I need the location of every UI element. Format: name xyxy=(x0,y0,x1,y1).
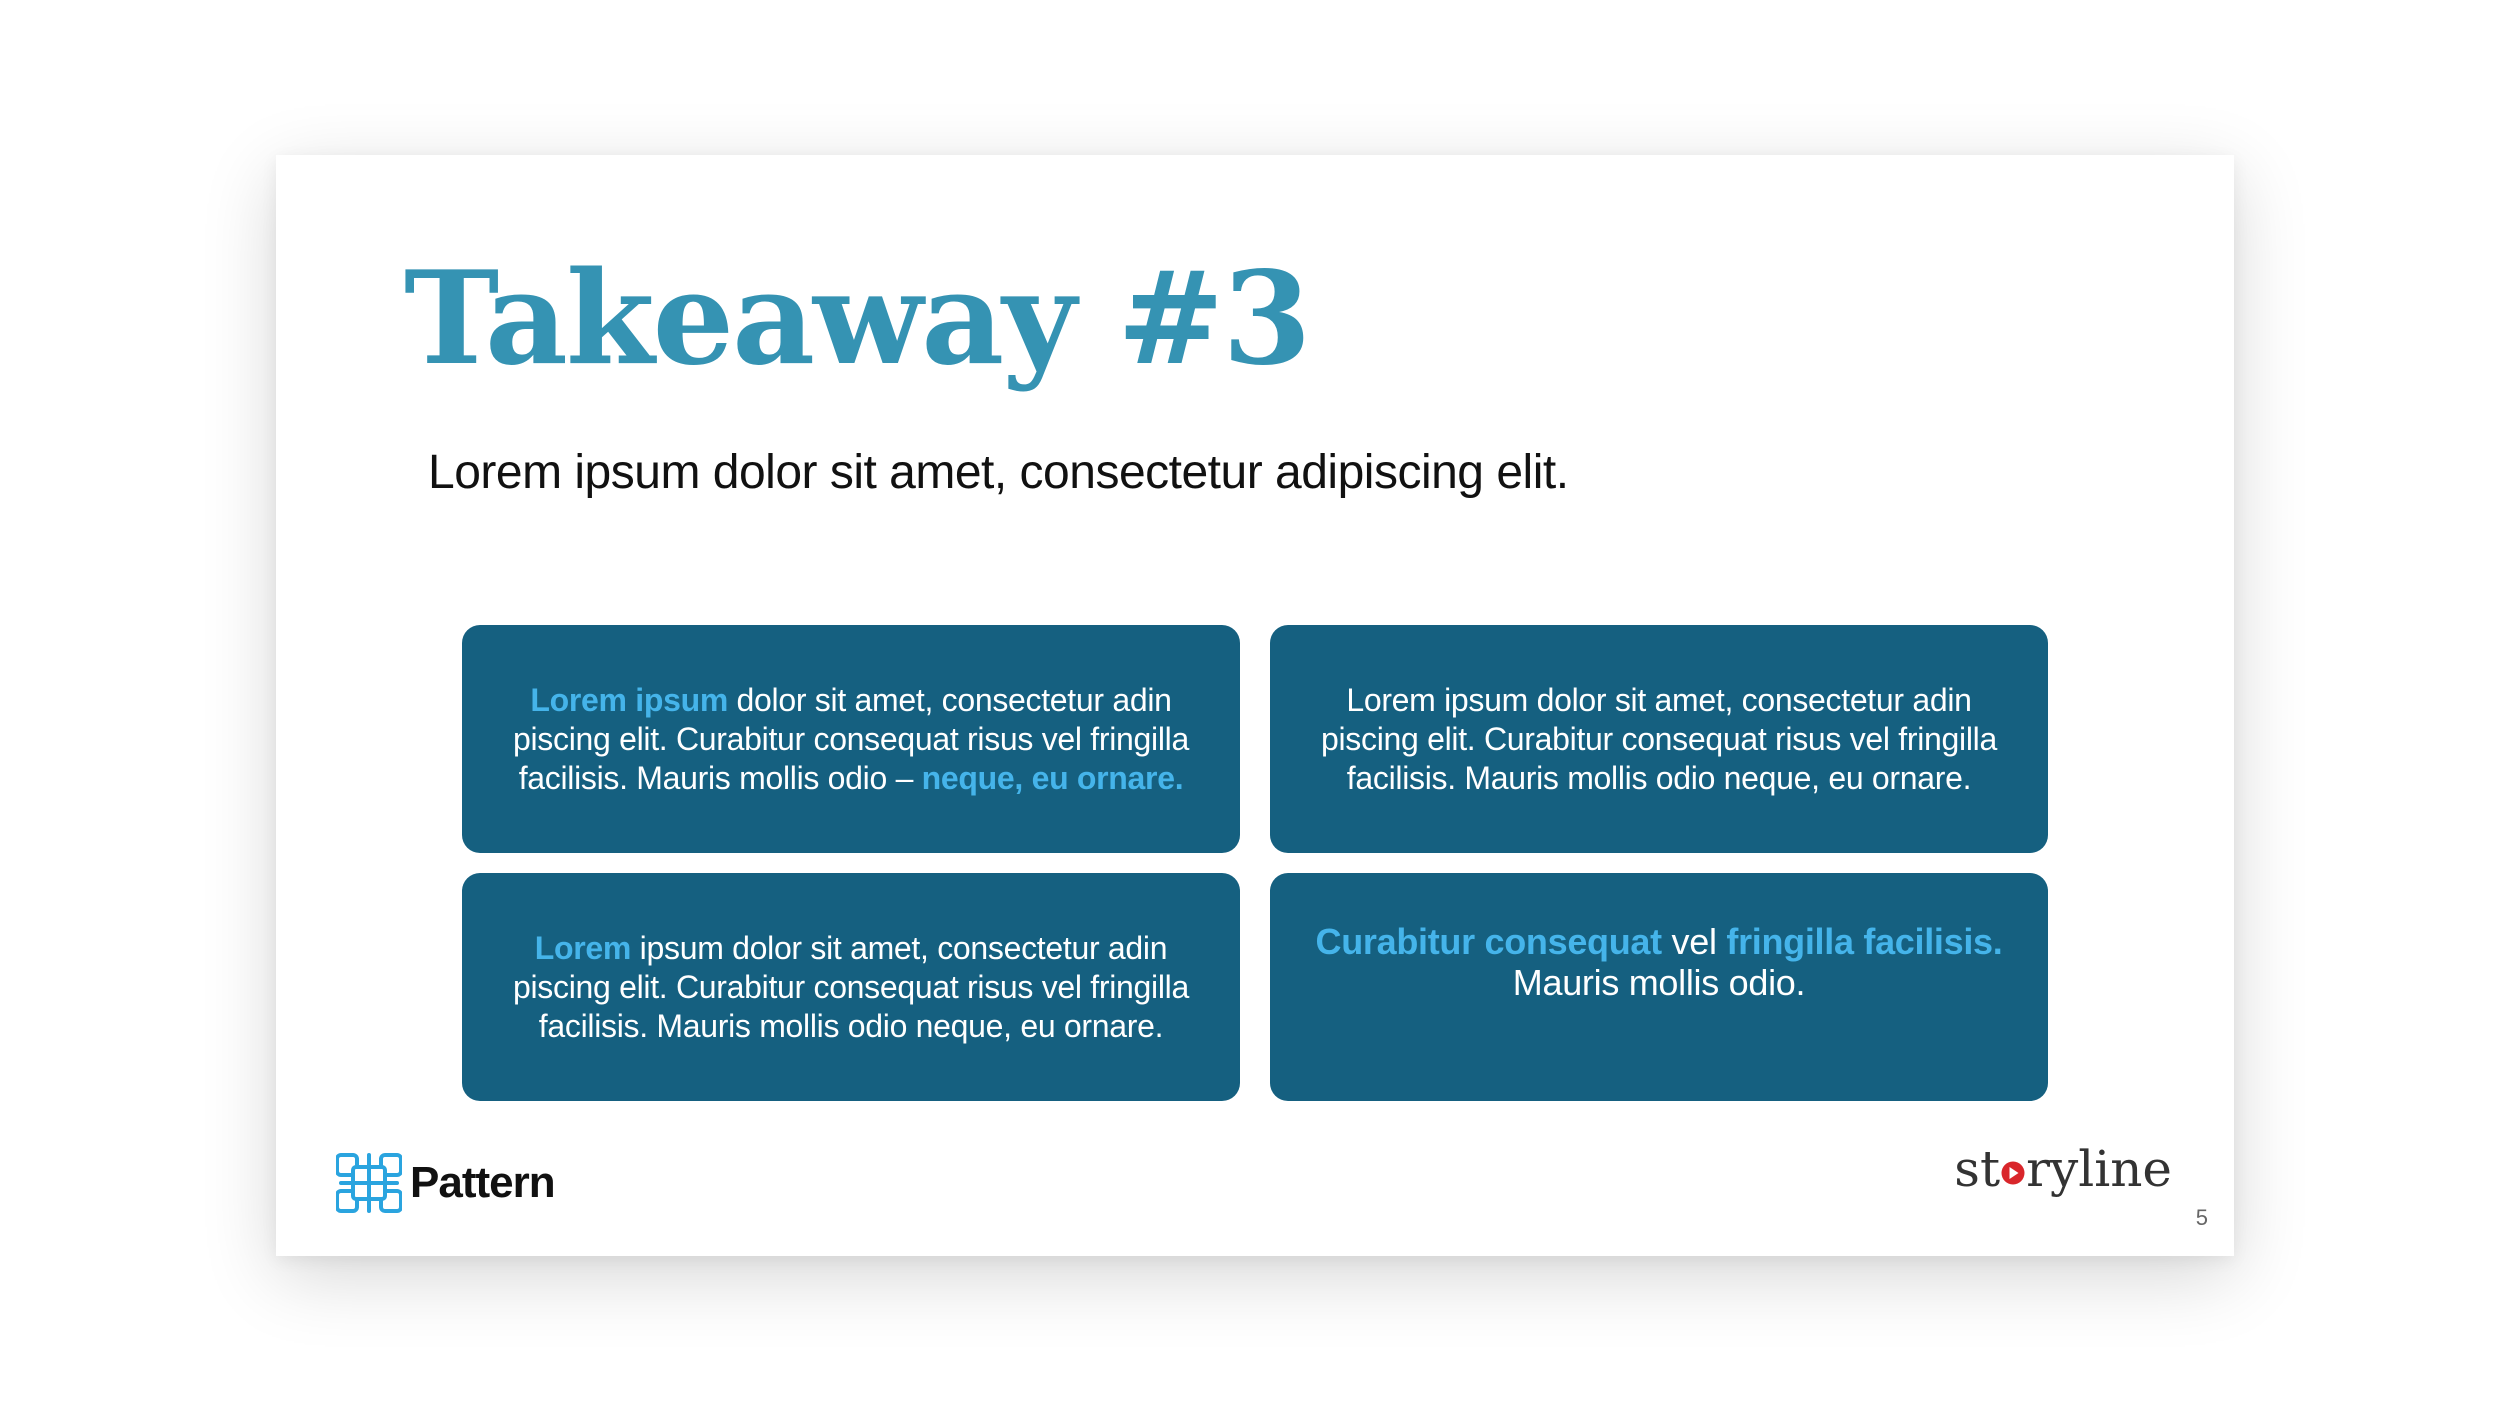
storyline-logo xyxy=(1954,1140,2172,1198)
play-circle-icon xyxy=(2001,1158,2025,1188)
slide xyxy=(276,155,2234,1256)
card-4-seg-2: vel xyxy=(1661,921,1727,962)
pattern-logo-text: Pattern xyxy=(410,1158,555,1207)
card-4-seg-4: Mauris mollis odio. xyxy=(1512,962,1806,1003)
info-card-3 xyxy=(462,873,1240,1101)
card-4-seg-3: fringilla facilisis. xyxy=(1726,921,2003,962)
pattern-knot-icon xyxy=(336,1150,402,1216)
info-card-4 xyxy=(1270,873,2048,1101)
card-1-seg-1: Lorem ipsum xyxy=(530,682,728,718)
pattern-logo xyxy=(336,1150,555,1216)
card-3-seg-2: ipsum dolor sit amet, consectetur adin piscing elit. Curabitur consequat risus vel fringilla facilisis. Mauris mollis odio neque, eu ornare. xyxy=(513,930,1189,1044)
card-1-seg-2: dolor sit amet, consectetur adin piscing elit. Curabitur consequat risus vel fringilla facilisis. Mauris mollis odio – xyxy=(513,682,1189,796)
storyline-text-start: st xyxy=(1954,1140,2001,1198)
page-number: 5 xyxy=(2195,1205,2208,1230)
info-card-2 xyxy=(1270,625,2048,853)
card-1-seg-3: neque, eu ornare. xyxy=(921,760,1184,796)
card-2-seg-1: Lorem ipsum dolor sit amet, consectetur adin piscing elit. Curabitur consequat risus vel fringilla facilisis. Mauris mollis odio neque, eu ornare. xyxy=(1321,682,1997,796)
slide-title: Takeaway #3 xyxy=(404,244,1310,394)
card-3-seg-1: Lorem xyxy=(534,930,632,966)
info-card-1 xyxy=(462,625,1240,853)
card-4-seg-1: Curabitur consequat xyxy=(1315,921,1662,962)
card-grid xyxy=(462,625,2048,1101)
slide-subtitle: Lorem ipsum dolor sit amet, consectetur adipiscing elit. xyxy=(428,446,1569,499)
storyline-text-end: ryline xyxy=(2026,1140,2172,1198)
